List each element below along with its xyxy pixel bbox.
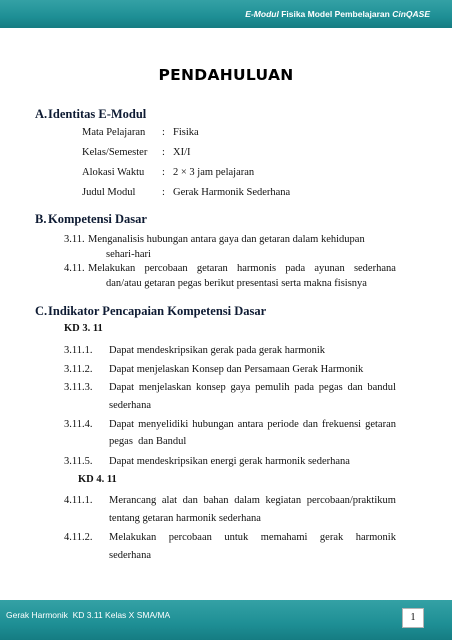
indicator-text-line2: pegas dan Bandul: [109, 436, 187, 447]
word: menjelaskan: [138, 382, 192, 393]
word: Melakukan: [88, 263, 136, 274]
word: Melakukan: [109, 532, 157, 543]
page-number: 1: [410, 612, 416, 623]
kd-text-line2: sehari-hari: [106, 249, 151, 260]
kd3-heading: KD 3. 11: [64, 323, 103, 334]
word: ayunan: [314, 263, 345, 274]
indicator-text-line2: sederhana: [109, 400, 151, 411]
section-a-letter: A.: [35, 107, 48, 121]
section-b-heading: [35, 212, 147, 227]
word: memahami: [260, 532, 308, 543]
section-a-heading: [35, 107, 146, 122]
indicator-text: Dapat mendeskripsikan energi gerak harmonik sederhana: [109, 456, 350, 467]
word: hubungan: [192, 419, 234, 430]
identity-colon: :: [162, 167, 165, 178]
word: percobaan: [168, 532, 212, 543]
word: bandul: [367, 382, 396, 393]
word: Dapat: [109, 382, 135, 393]
indicator-text-line1: [109, 532, 396, 543]
word: gerak: [319, 532, 344, 543]
indicator-text: Dapat mendeskripsikan gerak pada gerak harmonik: [109, 345, 326, 356]
word: pada: [285, 263, 306, 274]
indicator-text-line1: [109, 495, 396, 506]
identity-key: Mata Pelajaran: [82, 127, 146, 138]
kd-number: 4.11.: [64, 263, 85, 274]
word: konsep: [196, 382, 226, 393]
word: untuk: [224, 532, 249, 543]
page-title: PENDAHULUAN: [158, 66, 294, 84]
identity-colon: :: [162, 187, 165, 198]
identity-key: Judul Modul: [82, 187, 136, 198]
word: pada: [294, 382, 315, 393]
word: Dapat: [109, 419, 135, 430]
section-b-title: Kompetensi Dasar: [48, 212, 147, 226]
footer-bar: [0, 600, 452, 640]
indicator-text: Dapat menjelaskan Konsep dan Persamaan Gerak Harmonik: [109, 364, 364, 375]
section-a-title: Identitas E-Modul: [48, 107, 147, 121]
word: percobaan: [144, 263, 188, 274]
header-cinqase: CinQASE: [392, 9, 430, 19]
identity-colon: :: [162, 147, 165, 158]
word: dalam: [234, 495, 260, 506]
indicator-number: 3.11.4.: [64, 419, 93, 430]
identity-value: XI/I: [173, 147, 191, 158]
kd-number: 3.11.: [64, 234, 85, 245]
indicator-text-line1: [109, 419, 396, 430]
word: antara: [237, 419, 264, 430]
word: getaran: [196, 263, 228, 274]
identity-value: 2 × 3 jam pelajaran: [173, 167, 255, 178]
section-b-letter: B.: [35, 212, 47, 226]
word: percobaan/praktikum: [306, 495, 396, 506]
header-name: Fisika Model Pembelajaran: [278, 9, 393, 19]
kd4-heading: KD 4. 11: [78, 474, 117, 485]
identity-key: Alokasi Waktu: [82, 167, 145, 178]
word: dan: [347, 382, 363, 393]
indicator-number: 3.11.2.: [64, 364, 93, 375]
indicator-text-line2: sederhana: [109, 550, 151, 561]
section-c-title: Indikator Pencapaian Kompetensi Dasar: [48, 304, 267, 318]
word: pegas: [318, 382, 343, 393]
footer-text: Gerak Harmonik KD 3.11 Kelas X SMA/MA: [6, 610, 171, 620]
word: gaya: [230, 382, 251, 393]
identity-key: Kelas/Semester: [82, 147, 148, 158]
identity-value: Fisika: [173, 127, 199, 138]
word: sederhana: [353, 263, 396, 274]
indicator-number: 3.11.5.: [64, 456, 93, 467]
indicator-number: 4.11.2.: [64, 532, 93, 543]
kd-text-line2: dan/atau getaran pegas berikut presentasi serta makna fisisnya: [106, 278, 367, 289]
word: harmonik: [355, 532, 396, 543]
indicator-text-line2: tentang getaran harmonik sederhana: [109, 513, 261, 524]
kd-text-line1: [88, 263, 396, 274]
indicator-number: 3.11.3.: [64, 382, 93, 393]
section-c-heading: [35, 304, 266, 319]
word: dan: [302, 419, 318, 430]
word: harmonis: [237, 263, 277, 274]
word: kegiatan: [265, 495, 302, 506]
word: frekuensi: [322, 419, 362, 430]
word: periode: [267, 419, 299, 430]
word: alat: [161, 495, 178, 506]
header-emodul: E-Modul: [245, 9, 279, 19]
kd-text-line1: Menganalisis hubungan antara gaya dan getaran dalam kehidupan: [88, 234, 365, 245]
section-c-letter: C.: [35, 304, 48, 318]
identity-value: Gerak Harmonik Sederhana: [173, 187, 291, 198]
identity-colon: :: [162, 127, 165, 138]
word: pemulih: [255, 382, 290, 393]
indicator-number: 3.11.1.: [64, 345, 93, 356]
header-title: [245, 9, 430, 19]
word: bahan: [203, 495, 229, 506]
word: Merancang: [109, 495, 157, 506]
word: menyelidiki: [138, 419, 189, 430]
word: dan: [182, 495, 198, 506]
word: getaran: [365, 419, 396, 430]
indicator-number: 4.11.1.: [64, 495, 93, 506]
indicator-text-line1: [109, 382, 396, 393]
